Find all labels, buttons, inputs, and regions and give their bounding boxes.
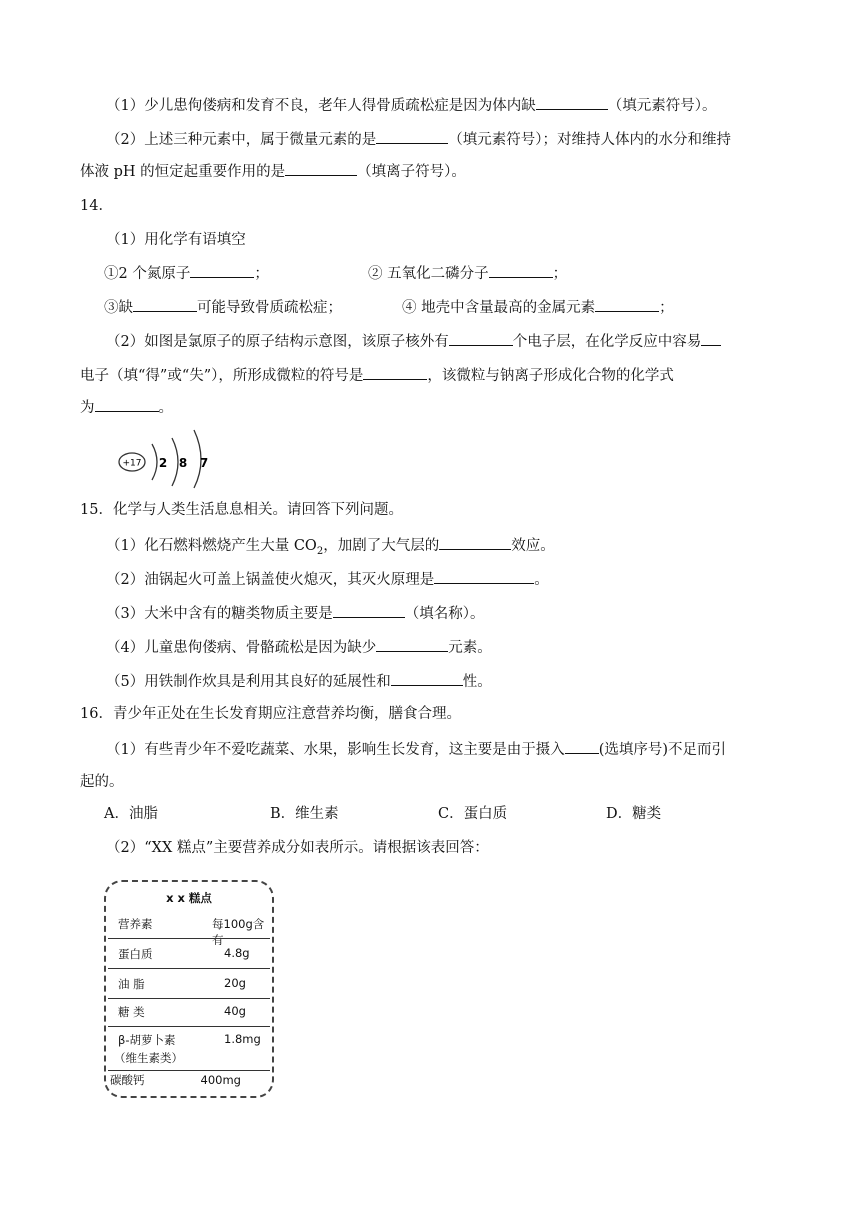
q13-part1: （1）少儿患佝偻病和发育不良，老年人得骨质疏松症是因为体内缺 （填元素符号）。	[106, 94, 716, 116]
q15-sub2: （2）油锅起火可盖上锅盖使火熄灭，其灭火原理是 。	[106, 568, 549, 590]
table-divider	[108, 968, 270, 969]
q14-number: 14．	[80, 198, 113, 214]
electron-shell-arc	[152, 444, 157, 480]
answer-blank[interactable]	[376, 128, 448, 144]
shell-electron-count: 7	[199, 456, 209, 470]
answer-blank[interactable]	[489, 262, 553, 278]
answer-blank[interactable]	[449, 330, 513, 346]
answer-blank[interactable]	[285, 160, 357, 176]
q16-sub1: （1）有些青少年不爱吃蔬菜、水果，影响生长发育，这主要是由于摄入 (选填序号)不足而引	[106, 738, 726, 760]
q16-sub1-line2: 起的。	[80, 774, 124, 790]
q13-part2: （2）上述三种元素中，属于微量元素的是 （填元素符号）；对维持人体内的水分和维持	[106, 128, 731, 150]
answer-blank[interactable]	[391, 670, 463, 686]
q13-part2-line2: 体液 pH 的恒定起重要作用的是 （填离子符号）。	[80, 160, 466, 182]
q14-sub1: （1）用化学有语填空	[106, 232, 246, 248]
q15-sub1: （1）化石燃料燃烧产生大量 $CO_2$，加剧了大气层的 效应。	[106, 534, 555, 562]
q14-sub2-line2: 电子（填“得”或“失”），所形成微粒的符号是 ，该微粒与钠离子形成化合物的化学式	[80, 364, 674, 386]
answer-blank[interactable]	[376, 636, 448, 652]
answer-blank[interactable]	[434, 568, 534, 584]
shell-electron-count: 2	[158, 456, 168, 470]
answer-blank[interactable]	[595, 296, 659, 312]
table-divider	[108, 998, 270, 999]
nucleus-charge: +17	[122, 458, 142, 469]
option-b[interactable]: B．维生素	[270, 806, 339, 822]
option-c[interactable]: C．蛋白质	[438, 806, 508, 822]
q16-stem: 16．青少年正处在生长发育期应注意营养均衡，膳食合理。	[80, 706, 461, 722]
q14-item2: ② 五氧化二磷分子 ；	[368, 262, 567, 284]
q14-item3: ③缺 可能导致骨质疏松症；	[104, 296, 342, 318]
q15-sub4: （4）儿童患佝偻病、骨骼疏松是因为缺少 元素。	[106, 636, 492, 658]
q16-sub2: （2）“XX 糕点”主要营养成分如表所示。请根据该表回答：	[106, 840, 489, 856]
answer-blank[interactable]	[701, 330, 721, 346]
q14-sub2-line3: 为 。	[80, 396, 173, 418]
q14-item4: ④ 地壳中含量最高的金属元素 ；	[402, 296, 674, 318]
answer-blank[interactable]	[439, 534, 511, 550]
q15-sub5: （5）用铁制作炊具是利用其良好的延展性和 性。	[106, 670, 492, 692]
answer-blank[interactable]	[363, 364, 427, 380]
q15-sub3: （3）大米中含有的糖类物质主要是 （填名称）。	[106, 602, 484, 624]
electron-shell-arc	[172, 438, 178, 486]
answer-blank[interactable]	[133, 296, 197, 312]
shell-electron-count: 8	[178, 456, 188, 470]
answer-blank[interactable]	[95, 396, 159, 412]
table-divider	[108, 938, 270, 939]
nutrition-table: x x 糕点 营养素 每100g含有 蛋白质 4.8g 油 脂 20g 糖 类 40g β-胡萝卜素 1.8mg （维生素类）	[104, 880, 274, 1098]
q14-item1: ①2 个氮原子 ；	[104, 262, 269, 284]
option-a[interactable]: A．油脂	[104, 806, 158, 822]
table-row: 碳酸钙 400mg	[110, 1073, 241, 1087]
q14-sub2: （2）如图是氯原子的原子结构示意图，该原子核外有 个电子层，在化学反应中容易	[106, 330, 721, 352]
table-divider	[108, 1026, 270, 1027]
answer-blank[interactable]	[333, 602, 405, 618]
answer-blank[interactable]	[536, 94, 608, 110]
chlorine-atom-diagram	[112, 426, 222, 490]
q15-stem: 15．化学与人类生活息息相关。请回答下列问题。	[80, 502, 403, 518]
option-d[interactable]: D．糖类	[606, 806, 662, 822]
table-title: x x 糕点	[166, 891, 212, 905]
answer-blank[interactable]	[565, 738, 599, 754]
answer-blank[interactable]	[190, 262, 254, 278]
